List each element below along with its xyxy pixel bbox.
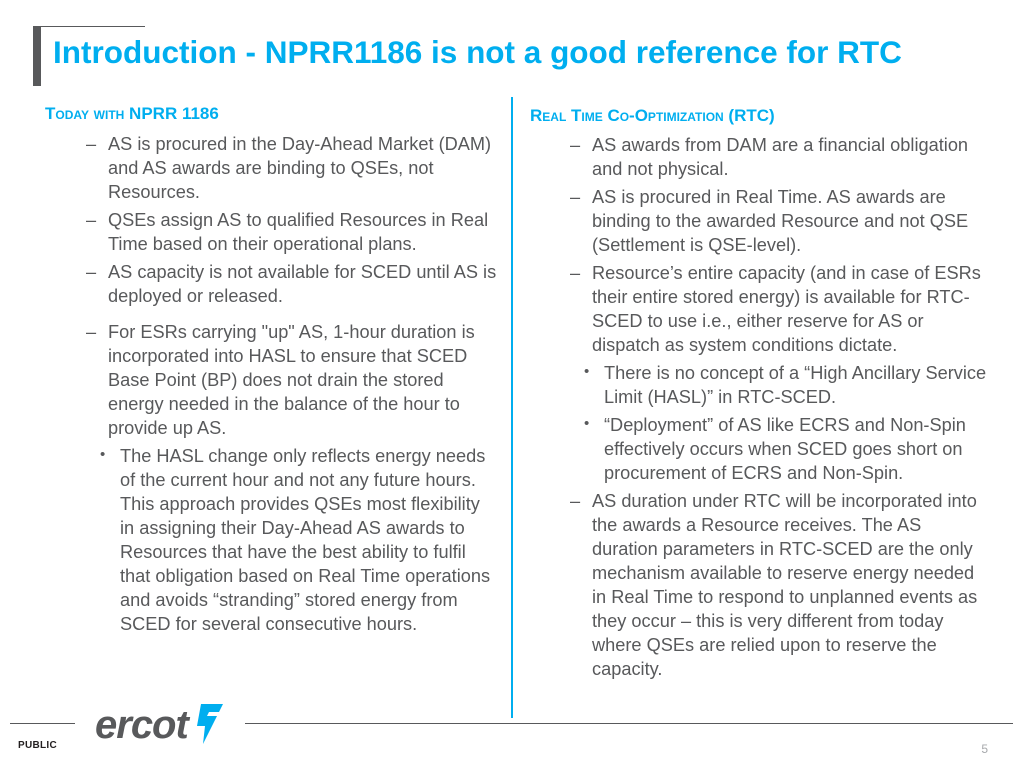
classification-label: PUBLIC bbox=[18, 740, 58, 751]
left-bullet-4-text: For ESRs carrying "up" AS, 1-hour duration is incorporated into HASL to ensure that SCED Base Point (BP) does not drain the stored energy needed in the balance of the hour to provide up AS. bbox=[108, 322, 475, 438]
right-heading-text: Real Time Co-Optimization (RTC) bbox=[530, 106, 775, 125]
left-bullet-1: – AS is procured in the Day-Ahead Market (DAM) and AS awards are binding to QSEs, not Resources. bbox=[86, 132, 498, 204]
left-bullet-2: – QSEs assign AS to qualified Resources in Real Time based on their operational plans. bbox=[86, 208, 498, 256]
right-bullet-1: – AS awards from DAM are a financial obligation and not physical. bbox=[570, 133, 990, 181]
right-bullet-2: – AS is procured in Real Time. AS awards are binding to the awarded Resource and not QSE (Settlement is QSE-level). bbox=[570, 185, 990, 257]
ercot-logo bbox=[93, 700, 233, 753]
right-bullet-3-text: Resource’s entire capacity (and in case of ESRs their entire stored energy) is available for RTC-SCED to use i.e., either reserve for AS or dispatch as system conditions dictate. bbox=[592, 263, 981, 355]
page-number: 5 bbox=[981, 742, 988, 756]
left-bullet-list bbox=[86, 132, 498, 636]
right-bullet-4: – AS duration under RTC will be incorporated into the awards a Resource receives. The AS duration parameters in RTC-SCED are the only mechanism available to reserve energy needed in Real Time to respond to unplanned events as they occur – this is very different from today where QSEs are relied upon to reserve the capacity. bbox=[570, 489, 990, 681]
right-bullet-list bbox=[570, 133, 990, 681]
right-sub-bullet-list bbox=[570, 361, 990, 485]
footer-rule-right bbox=[245, 723, 1013, 724]
left-heading-text: Today with NPRR 1186 bbox=[45, 104, 219, 123]
footer-rule-left bbox=[10, 723, 75, 724]
ercot-bolt-icon bbox=[197, 704, 223, 744]
title-accent-bar bbox=[33, 26, 41, 86]
left-bullet-4 bbox=[86, 320, 498, 636]
left-sub-bullet-list bbox=[86, 444, 498, 636]
slide-title: Introduction - NPRR1186 is not a good reference for RTC bbox=[53, 34, 902, 70]
column-divider bbox=[511, 97, 513, 718]
ercot-wordmark: ercot bbox=[95, 703, 188, 747]
left-column-heading bbox=[45, 104, 219, 124]
ercot-logo-graphic bbox=[93, 700, 233, 748]
left-sub-bullet-1: • The HASL change only reflects energy needs of the current hour and not any future hours. This approach provides QSEs most flexibility in assigning their Day-Ahead AS awards to Resources that have the best ability to fulfil that obligation based on Real Time operations and avoids “stranding” stored energy from SCED for several consecutive hours. bbox=[86, 444, 498, 636]
right-sub-bullet-2: • “Deployment” of AS like ECRS and Non-Spin effectively occurs when SCED goes short on procurement of ECRS and Non-Spin. bbox=[570, 413, 990, 485]
left-bullet-3: – AS capacity is not available for SCED until AS is deployed or released. bbox=[86, 260, 498, 308]
title-top-rule bbox=[33, 26, 145, 27]
right-sub-bullet-1: • There is no concept of a “High Ancillary Service Limit (HASL)” in RTC-SCED. bbox=[570, 361, 990, 409]
right-column-heading bbox=[530, 106, 775, 126]
right-bullet-3 bbox=[570, 261, 990, 485]
